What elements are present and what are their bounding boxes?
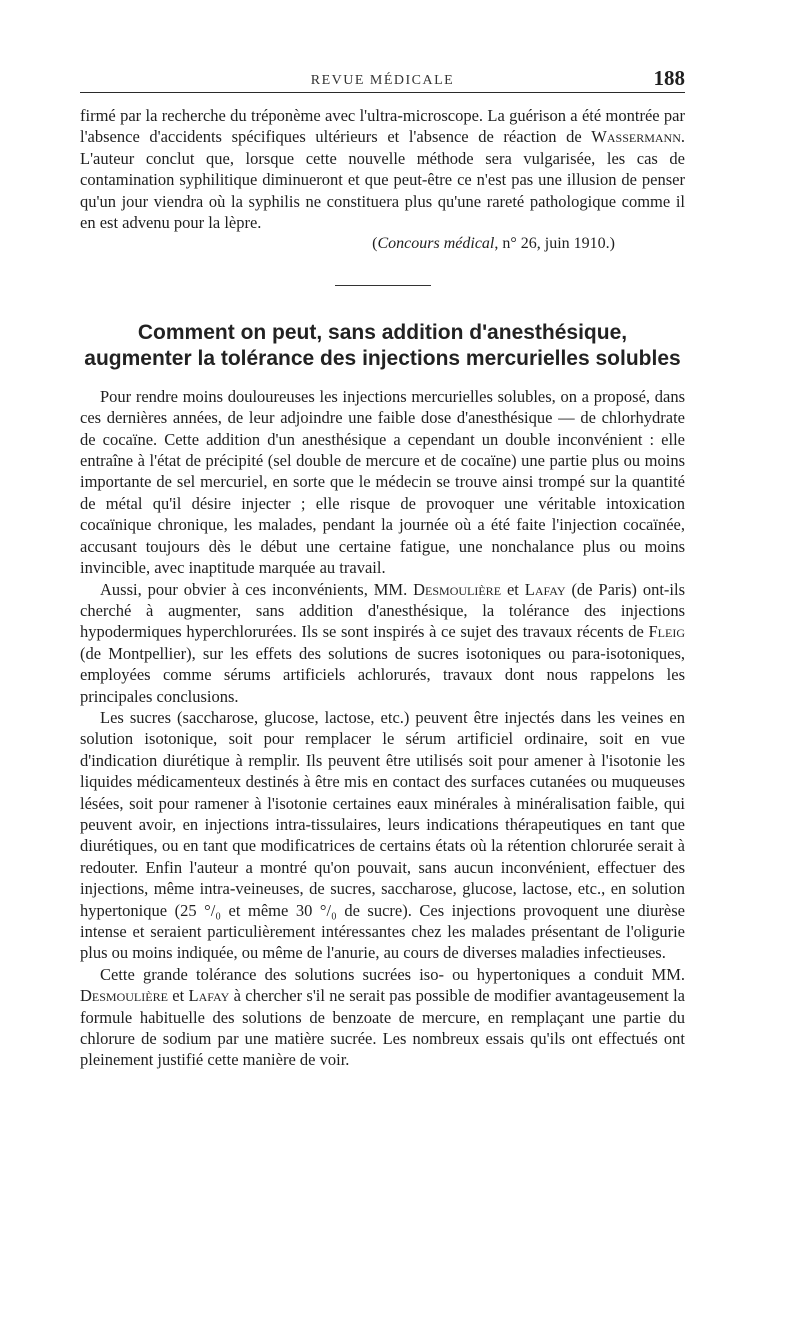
section-divider [335, 285, 431, 286]
article-title [80, 320, 685, 372]
author-name: Fleig [648, 622, 685, 642]
author-name: Lafay [524, 579, 566, 599]
article-paragraph-2: Aussi, pour obvier à ces inconvénients, MM. Desmoulière et Lafay (de Paris) ont-ils cherché à augmenter, sans addition d'anesthésique, la tolérance des injections hypodermiques hyperchlorurées. Ils se sont inspirés à ce sujet des travaux récents de Fleig (de Montpellier), sur les effets des solutions de sucres isotoniques ou para-isotoniques, employées comme sérums artificiels achlorurés, travaux dont nous rappelons les principales conclusions. [80, 579, 685, 706]
journal-page [80, 60, 685, 1071]
article-paragraph-1: Pour rendre moins douloureuses les injections mercurielles solubles, on a proposé, dans ces dernières années, de leur adjoindre une faible dose d'anesthésique — de chlorhydrate de cocaïne. Cette addition d'un anesthésique a cependant un double inconvénient : elle entraîne à l'état de précipité (sel double de mercure et de cocaïne) une partie plus ou moins importante de sel mercuriel, en sorte que le médecin se trouve ainsi trompé sur la quantité de métal qu'il désire injecter ; elle risque de provoquer une véritable intoxication cocaïnique chronique, les malades, pendant la journée où a été faite l'injection cocaïnée, accusant toujours dès le début une certaine fatigue, une nonchalance plus ou moins invincible, avec inaptitude marquée au travail. [80, 386, 685, 578]
author-name: Desmoulière [413, 579, 502, 599]
article-body [80, 386, 685, 1071]
author-name: Wassermann [591, 127, 681, 147]
author-name: Lafay [188, 986, 230, 1006]
article-title-line-2: augmenter la tolérance des injections mercurielles solubles [84, 346, 681, 370]
citation-journal: Concours médical [377, 235, 495, 253]
article-paragraph-4: Cette grande tolérance des solutions sucrées iso- ou hypertoniques a conduit MM. Desmoulière et Lafay à chercher s'il ne serait pas possible de modifier avantageusement la formule habituelle des solutions de benzoate de mercure, en remplaçant une partie du chlorure de sodium par une matière sucrée. Les nombreux essais qu'ils ont effectués ont pleinement justifié cette manière de voir. [80, 964, 685, 1070]
page-number: 188 [653, 66, 685, 90]
author-name: Desmoulière [80, 986, 168, 1006]
previous-article-paragraph: firmé par la recherche du tréponème avec l'ultra-microscope. La guérison a été montrée par l'absence d'accidents spécifiques ultérieurs et l'absence de réaction de Wassermann. L'auteur conclut que, lorsque cette nouvelle méthode sera vulgarisée, les cas de contamination syphilitique diminueront et que peut-être ce n'est pas une illusion de penser qu'un jour viendra où la syphilis ne constituera plus qu'une rareté pathologique comme il en est advenu pour la lèpre. [80, 106, 685, 233]
running-title: REVUE MÉDICALE [310, 73, 455, 88]
previous-article-ending [80, 105, 685, 255]
source-citation: (Concours médical, n° 26, juin 1910.) [372, 235, 615, 253]
article-title-line-1: Comment on peut, sans addition d'anesthésique, [137, 320, 628, 344]
running-header [80, 60, 685, 93]
article-paragraph-3: Les sucres (saccharose, glucose, lactose, etc.) peuvent être injectés dans les veines en solution isotonique, soit pour remplacer le sérum artificiel ordinaire, soit en vue d'indication diurétique à remplir. Ils peuvent être utilisés soit pour amener à l'isotonie les liquides médicamenteux destinés à être mis en contact des surfaces cutanées ou muqueuses lésées, soit pour ramener à l'isotonie certaines eaux minérales à minéralisation faible, qui peuvent avoir, en injections intra-tissulaires, leurs indications thérapeutiques en tant que diurétiques, ou en tant que modificatrices de certains états où la rétention chlorurée serait à redouter. Enfin l'auteur a montré qu'on pouvait, sans aucun inconvénient, effectuer des injections, même intra-veineuses, de sucres, saccharose, glucose, lactose, etc., en solution hypertonique (25 °/₀ et même 30 °/₀ de sucre). Ces injections provoquent une diurèse intense et seraient particulièrement intéressantes chez les malades présentant de l'oligurie plus ou moins indiquée, ou même de l'anurie, au cours de diverses maladies infectieuses. [80, 707, 685, 963]
